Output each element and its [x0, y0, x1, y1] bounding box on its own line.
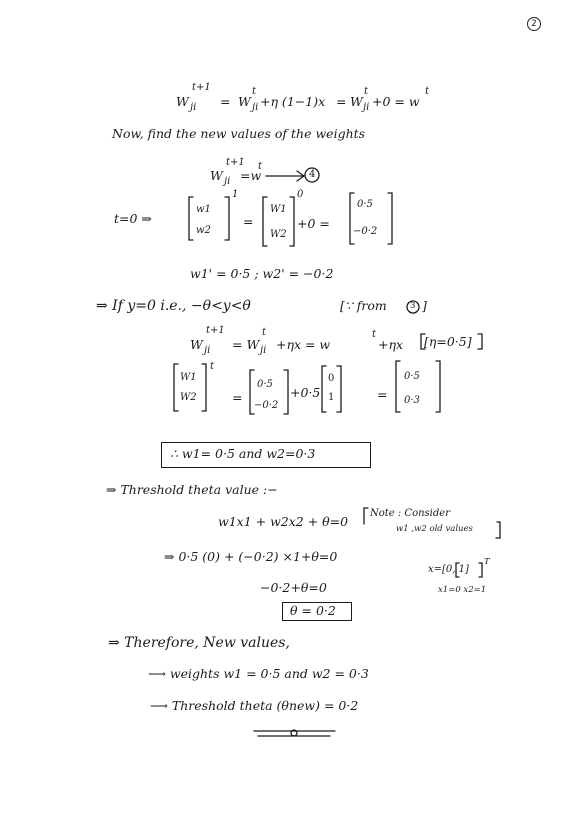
note-line1: Note : Consider [370, 508, 450, 519]
eq1-sub: ji [190, 102, 197, 113]
r-v1: 1 [328, 392, 335, 403]
answer-text: ∴ w1= 0·5 and w2=0·3 [170, 446, 316, 461]
eq3-t2: t [372, 329, 377, 340]
x-vector: x=[0, 1] [428, 564, 469, 575]
r-m3b: 0·3 [404, 395, 420, 406]
eq1-sup: t+1 [192, 82, 211, 93]
eq2-w: W [210, 168, 223, 183]
from-close: ] [422, 298, 427, 313]
eq1-lhs: W [176, 94, 189, 109]
eq1-t2: t [364, 86, 369, 97]
r-sup: t [210, 361, 215, 372]
weights-line: ⟶ weights w1 = 0·5 and w2 = 0·3 [148, 666, 369, 681]
threshold-heading: ⇒ Threshold theta value :− [106, 482, 278, 497]
eq1-ji2: ji [363, 102, 370, 113]
from-label: [∵ from [340, 298, 387, 313]
threshold-eq: w1x1 + w2x2 + θ=0 [218, 514, 349, 529]
r-eq2: = [377, 387, 388, 402]
eq1-ji: ji [252, 102, 259, 113]
eq1-rest: +0 = w [372, 94, 420, 109]
m2-w1: W1 [270, 204, 287, 215]
eq1-term: +η (1−1)x [260, 94, 326, 109]
m1-w2: w2 [196, 225, 211, 236]
threshold-line: ⟶ Threshold theta (θnew) = 0·2 [150, 698, 359, 713]
m3-b: −0·2 [353, 226, 378, 237]
r-plus05: +0·5 [290, 385, 321, 400]
eq3-w: W [190, 337, 203, 352]
eq3-ji: ji [260, 345, 267, 356]
eq1-eq: = [220, 94, 231, 109]
eq2-rhs: =w [240, 168, 262, 183]
note-line2: w1 ,w2 old values [396, 524, 473, 534]
r-m1a: 0·5 [257, 379, 273, 390]
x-vector-T: T [484, 557, 490, 567]
eq1-eq2: = [336, 94, 347, 109]
m3-a: 0·5 [357, 199, 373, 210]
eq1-t: t [252, 86, 257, 97]
r-m1b: −0·2 [254, 400, 279, 411]
r-eq: = [232, 390, 243, 405]
arrow-right-icon [266, 171, 304, 181]
x-values: x1=0 x2=1 [438, 585, 487, 595]
calc-line1: ⇒ 0·5 (0) + (−0·2) ×1+θ=0 [164, 549, 338, 564]
theta-result: θ = 0·2 [290, 603, 336, 618]
eta-note: [η=0·5] [424, 334, 472, 349]
eq2-num4: 4 [309, 169, 316, 180]
eq1-w2: W [350, 94, 363, 109]
m1-sup: 1 [232, 189, 239, 200]
end-rule [254, 731, 335, 736]
eq2-t: t [258, 161, 263, 172]
eq1-t3: t [425, 86, 430, 97]
therefore-line: ⇒ Therefore, New values, [108, 635, 290, 651]
m1-w1: w1 [196, 204, 211, 215]
if-line: ⇒ If y=0 i.e., −θ<y<θ [96, 298, 251, 314]
eq3-sup: t+1 [206, 325, 225, 336]
eq2-sub: ji [224, 176, 231, 187]
eq2-sup: t+1 [226, 157, 245, 168]
page-number: 2 [527, 17, 541, 31]
calc-line2: −0·2+θ=0 [260, 580, 327, 595]
eq1-w: W [238, 94, 251, 109]
m-eq: = [243, 214, 254, 229]
t0-label: t=0 ⇒ [114, 211, 152, 226]
m-plus0: +0 = [297, 216, 330, 231]
eq3-sub: ji [204, 345, 211, 356]
eq3-t: t [262, 327, 267, 338]
eq3-b: +ηx = w [276, 337, 331, 352]
wprime-line: w1' = 0·5 ; w2' = −0·2 [190, 266, 334, 281]
from-num3: 3 [410, 301, 416, 311]
m2-w2: W2 [270, 229, 287, 240]
m2-sup: 0 [297, 189, 304, 200]
r-v0: 0 [328, 373, 335, 384]
eq3-a: = W [232, 337, 260, 352]
eq3-c: +ηx [378, 337, 404, 352]
r-m3a: 0·5 [404, 371, 420, 382]
r-w1: W1 [180, 372, 197, 383]
now-line: Now, find the new values of the weights [112, 126, 366, 141]
r-w2: W2 [180, 392, 197, 403]
